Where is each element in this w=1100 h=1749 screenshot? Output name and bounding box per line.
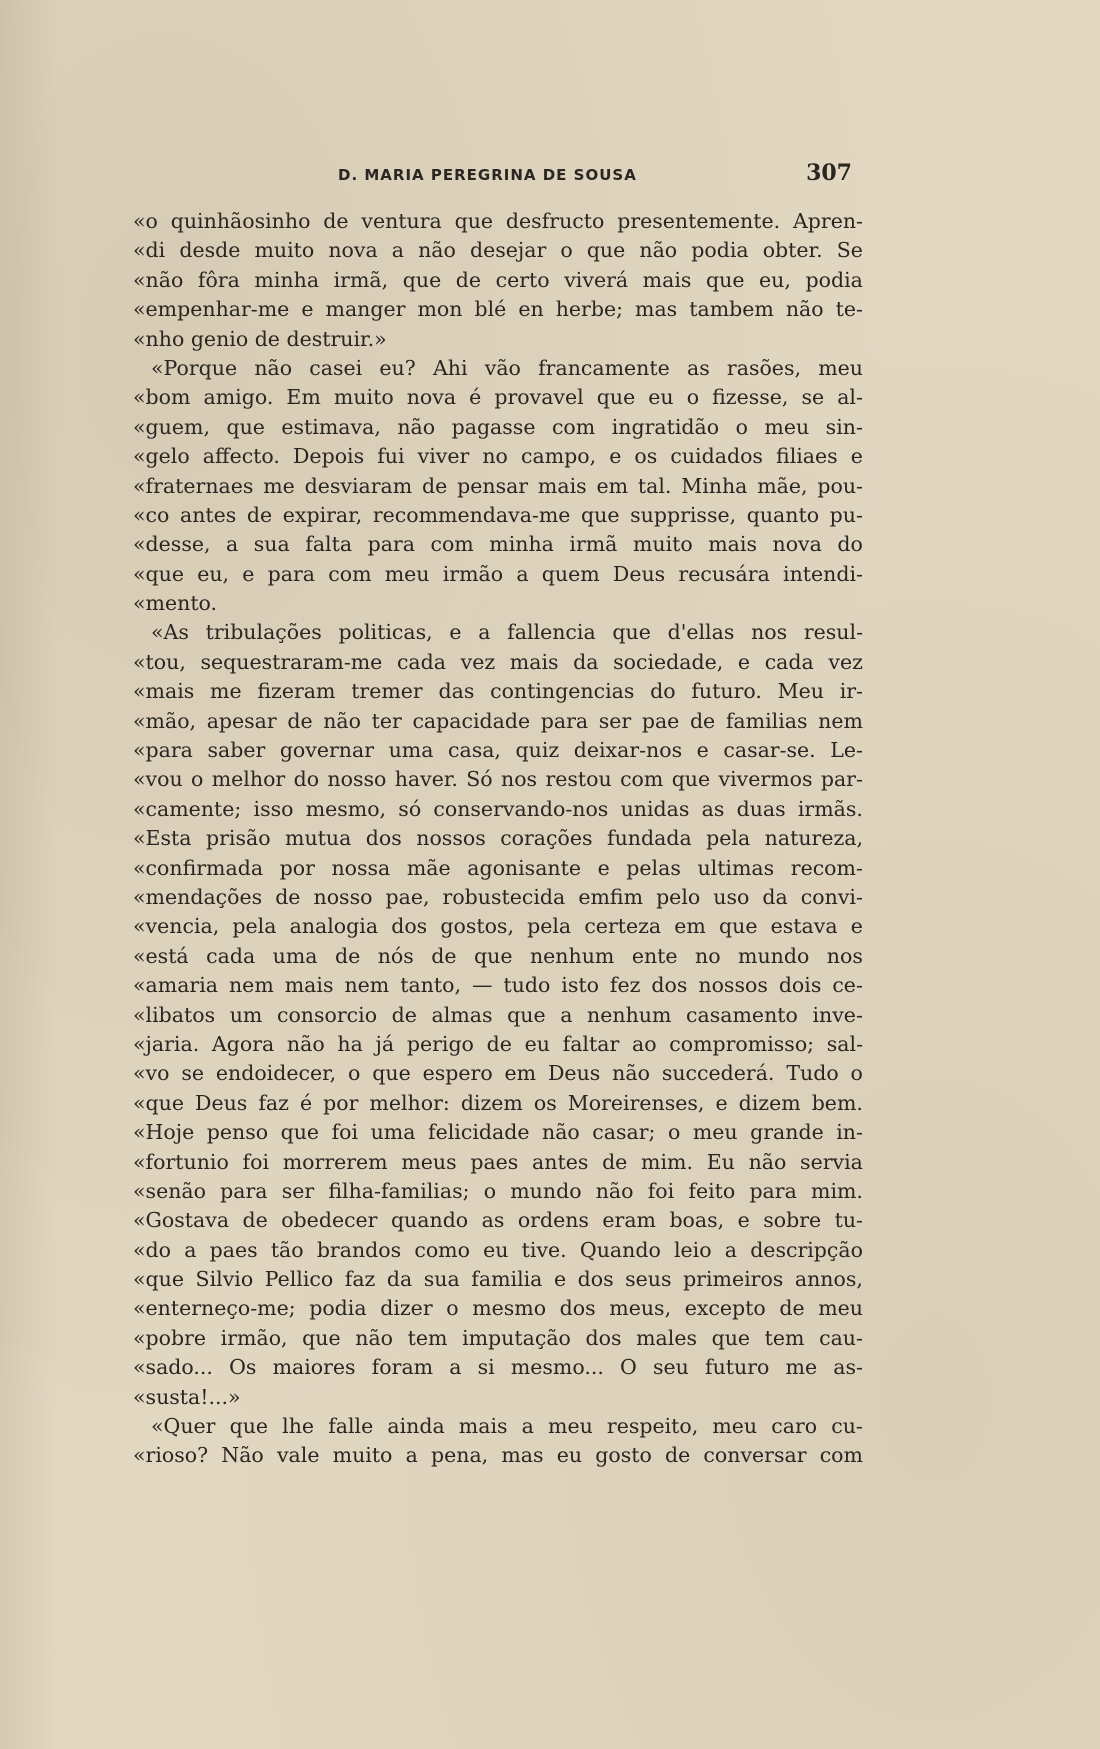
text-line: «guem, que estimava, não pagasse com ingratidão o meu sin- bbox=[133, 414, 863, 439]
text-line: «vencia, pela analogia dos gostos, pela certeza em que estava e bbox=[133, 914, 863, 939]
text-line: «o quinhãosinho de ventura que desfructo presentemente. Apren- bbox=[133, 209, 863, 233]
text-line: «susta!...» bbox=[133, 1384, 241, 1409]
text-line: «senão para ser filha-familias; o mundo não foi feito para mim. bbox=[133, 1178, 863, 1203]
text-line: «mendações de nosso pae, robustecida emfim pelo uso da convi- bbox=[133, 884, 863, 909]
text-line: «sado... Os maiores foram a si mesmo... O seu futuro me as- bbox=[133, 1355, 863, 1380]
text-line: «que Silvio Pellico faz da sua familia e dos seus primeiros annos, bbox=[133, 1267, 863, 1292]
text-line: «mento. bbox=[133, 591, 218, 616]
text-line: «que Deus faz é por melhor: dizem os Moreirenses, e dizem bem. bbox=[133, 1090, 863, 1115]
text-line: «está cada uma de nós de que nenhum ente no mundo nos bbox=[133, 943, 863, 968]
running-head: D. MARIA PEREGRINA DE SOUSA bbox=[338, 166, 637, 184]
text-line: «camente; isso mesmo, só conservando-nos unidas as duas irmãs. bbox=[133, 796, 863, 821]
text-line: «gelo affecto. Depois fui viver no campo, e os cuidados filiaes e bbox=[133, 444, 863, 469]
text-line: «di desde muito nova a não desejar o que não podia obter. Se bbox=[133, 238, 863, 263]
text-line: «desse, a sua falta para com minha irmã muito mais nova do bbox=[133, 532, 863, 557]
text-line: «pobre irmão, que não tem imputação dos males que tem cau- bbox=[133, 1325, 863, 1350]
text-line: «que eu, e para com meu irmão a quem Deus recusára intendi- bbox=[133, 561, 863, 586]
text-line: «confirmada por nossa mãe agonisante e pelas ultimas recom- bbox=[133, 855, 863, 880]
text-line: «mais me fizeram tremer das contingencias do futuro. Meu ir- bbox=[133, 679, 863, 704]
text-line: «As tribulações politicas, e a fallencia que d'ellas nos resul- bbox=[151, 620, 863, 645]
page-header bbox=[150, 160, 860, 190]
text-line: «tou, sequestraram-me cada vez mais da sociedade, e cada vez bbox=[133, 649, 863, 674]
text-line: «vo se endoidecer, o que espero em Deus não succederá. Tudo o bbox=[133, 1061, 863, 1086]
text-line: «Gostava de obedecer quando as ordens eram boas, e sobre tu- bbox=[133, 1208, 863, 1233]
text-line: «Quer que lhe falle ainda mais a meu respeito, meu caro cu- bbox=[151, 1414, 863, 1439]
text-line: «Hoje penso que foi uma felicidade não casar; o meu grande in- bbox=[133, 1120, 863, 1145]
text-line: «empenhar-me e manger mon blé en herbe; mas tambem não te- bbox=[133, 297, 863, 322]
body-text bbox=[133, 207, 863, 1471]
text-line: «fortunio foi morrerem meus paes antes de mim. Eu não servia bbox=[133, 1149, 863, 1174]
text-line: «enterneço-me; podia dizer o mesmo dos meus, excepto de meu bbox=[133, 1296, 863, 1321]
text-line: «não fôra minha irmã, que de certo viverá mais que eu, podia bbox=[133, 267, 863, 292]
text-line: «para saber governar uma casa, quiz deixar-nos e casar-se. Le- bbox=[133, 738, 863, 763]
text-line: «co antes de expirar, recommendava-me que supprisse, quanto pu- bbox=[133, 502, 863, 527]
text-line: «fraternaes me desviaram de pensar mais em tal. Minha mãe, pou- bbox=[133, 473, 863, 498]
text-line: «Esta prisão mutua dos nossos corações fundada pela natureza, bbox=[133, 826, 863, 851]
text-line: «bom amigo. Em muito nova é provavel que eu o fizesse, se al- bbox=[133, 385, 863, 410]
text-line: «amaria nem mais nem tanto, — tudo isto fez dos nossos dois ce- bbox=[133, 973, 863, 998]
text-line: «libatos um consorcio de almas que a nenhum casamento inve- bbox=[133, 1002, 863, 1027]
text-line: «nho genio de destruir.» bbox=[133, 326, 387, 351]
text-line: «vou o melhor do nosso haver. Só nos restou com que vivermos par- bbox=[133, 767, 863, 792]
text-line: «do a paes tão brandos como eu tive. Quando leio a descripção bbox=[133, 1237, 863, 1262]
page-number: 307 bbox=[806, 160, 852, 186]
text-line: «mão, apesar de não ter capacidade para ser pae de familias nem bbox=[133, 708, 863, 733]
text-line: «rioso? Não vale muito a pena, mas eu gosto de conversar com bbox=[133, 1443, 863, 1468]
text-line: «jaria. Agora não ha já perigo de eu faltar ao compromisso; sal- bbox=[133, 1031, 863, 1056]
text-line: «Porque não casei eu? Ahi vão francamente as rasões, meu bbox=[151, 355, 863, 380]
